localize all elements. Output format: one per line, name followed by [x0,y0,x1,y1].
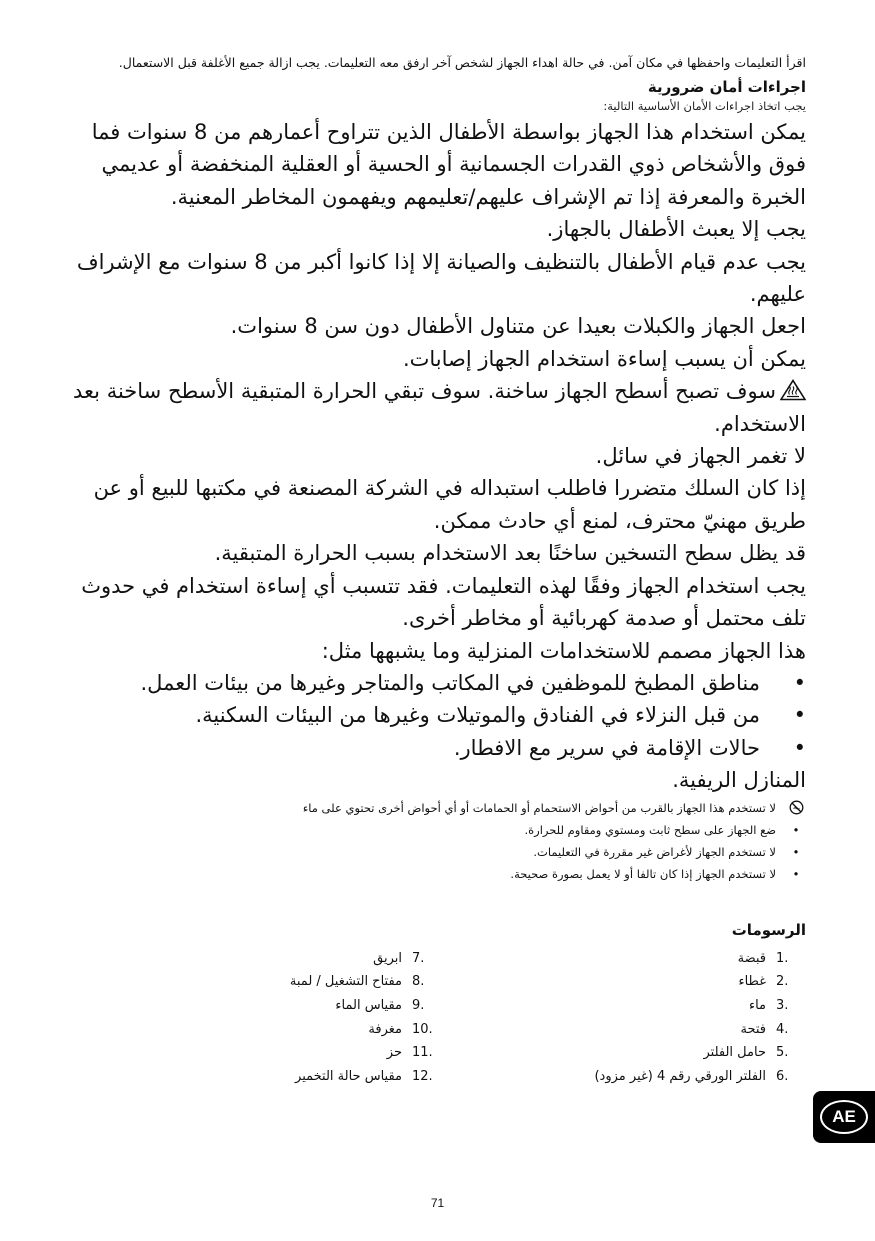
hot-surface-warning [62,375,806,440]
safety-paragraph: يجب إلا يعبث الأطفال بالجهاز. [546,217,806,242]
language-tab [813,1091,875,1143]
hot-surface-text: سوف تصبح أسطح الجهاز ساخنة. سوف تبقي الحرارة المتبقية الأسطح ساخنة بعد الاستخدام. [73,379,806,436]
hot-surface-warning-icon [780,378,806,400]
page-number: 71 [430,1196,445,1210]
drawings-column-1 [594,947,806,1089]
uses-list-item: • مناطق المطبخ للموظفين في المكاتب والمتاجر وغيرها من بيئات العمل. [62,667,806,699]
precaution-item: لا تستخدم هذا الجهاز بالقرب من أحواض الاستحمام أو الحمامات أو أي أحواض أخرى تحتوي على ماء [62,797,806,819]
page-content [62,54,806,1097]
bullet-point: • [793,670,806,695]
drawing-item: 3. ماء [748,997,789,1013]
safety-paragraph: يمكن أن يسبب إساءة استخدام الجهاز إصابات. [402,346,806,371]
drawing-item: 8. مفتاح التشغيل / لمبة [289,974,425,990]
bullet-point: • [793,735,806,760]
safety-title: اجراءات أمان ضرورية [647,78,806,96]
drawing-item: 2. غطاء [738,974,789,990]
safety-paragraph: إذا كان السلك متضررا فاطلب استبداله في الشركة المصنعة في مكتبها للبيع أو عن طريق مهنيّ محترف، لمنع أي حادث ممكن. [93,476,806,533]
drawing-item: 10. مغرفة [368,1021,433,1037]
safety-subtitle: يجب اتخاذ اجراءات الأمان الأساسية التالية: [603,99,806,113]
no-water-icon [786,797,806,819]
safety-paragraph: قد يظل سطح التسخين ساخنًا بعد الاستخدام بسبب الحرارة المتبقية. [214,541,806,566]
bullet-point: • [792,866,800,881]
drawing-item: 9. مقياس الماء [335,997,425,1013]
language-badge: AE [820,1100,868,1134]
precaution-item: • لا تستخدم الجهاز إذا كان تالفا أو لا يعمل بصورة صحيحة. [62,863,806,885]
precautions-list [62,797,806,885]
bullet-point: • [792,844,800,859]
bullet-point: • [793,703,806,728]
drawings-column-2 [290,947,442,1089]
uses-list-item: • من قبل النزلاء في الفنادق والموتيلات وغيرها من البيئات السكنية. [62,699,806,731]
safety-paragraph: اجعل الجهاز والكبلات بعيدا عن متناول الأطفال دون سن 8 سنوات. [230,314,806,339]
precaution-item: • لا تستخدم الجهاز لأغراض غير مقررة في التعليمات. [62,841,806,863]
drawing-item: 6. الفلتر الورقي رقم 4 (غير مزود) [594,1069,789,1085]
drawing-item: 7. ابريق [373,950,425,966]
safety-paragraph: يجب عدم قيام الأطفال بالتنظيف والصيانة إلا إذا كانوا أكبر من 8 سنوات مع الإشراف عليهم. [76,249,806,307]
safety-paragraph: هذا الجهاز مصمم للاستخدامات المنزلية وما يشبهها مثل: [321,638,806,663]
drawings-title: الرسومات [731,920,806,939]
drawing-item: 12. مقياس حالة التخمير [295,1069,433,1085]
drawing-item: 5. حامل الفلتر [703,1045,789,1061]
safety-paragraph: يمكن استخدام هذا الجهاز بواسطة الأطفال الذين تتراوح أعمارهم من 8 سنوات فما فوق والأشخاص ذوي القدرات الجسمانية أو الحسية أو العقلية المنخفضة أو عديمي الخبرة والمعرفة إذا تم الإشراف عليهم/تعليمهم ويفهمون المخاطر المعنية. [91,120,806,209]
drawing-item: 11. حز [386,1045,433,1061]
intro-text: اقرأ التعليمات واحفظها في مكان آمن. في حالة اهداء الجهاز لشخص آخر ارفق معه التعليمات. يجب ازالة جميع الأغلفة قبل الاستعمال. [118,55,806,70]
safety-paragraph: يجب استخدام الجهاز وفقًا لهذه التعليمات. فقد تتسبب أي إساءة استخدام في حدوث تلف محتمل أو صدمة كهربائية أو مخاطر أخرى. [81,573,806,631]
drawing-item: 1. قبضة [737,950,789,966]
precaution-item: • ضع الجهاز على سطح ثابت ومستوي ومقاوم للحرارة. [62,819,806,841]
safety-paragraph: لا تغمر الجهاز في سائل. [595,444,806,469]
bullet-point: • [792,822,800,837]
rural-homes: المنازل الريفية. [672,768,806,793]
drawings-legend [62,947,806,1097]
uses-list-item: • حالات الإقامة في سرير مع الافطار. [62,732,806,764]
drawing-item: 4. فتحة [740,1021,789,1037]
